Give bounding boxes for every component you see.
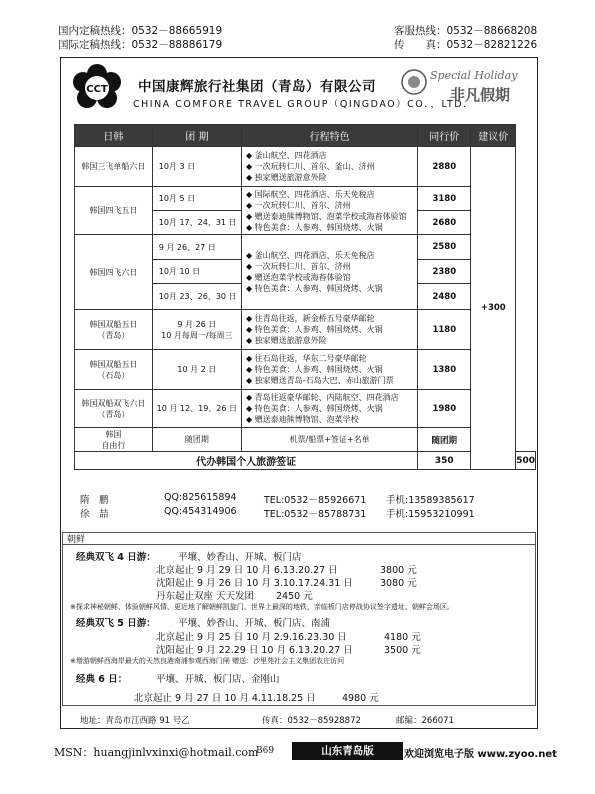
tour6-price: 4980 元 — [342, 693, 379, 704]
peer-price: 1380 — [418, 350, 471, 390]
svg-text:非凡假期: 非凡假期 — [450, 86, 511, 104]
north-korea-section-header: 朝鲜 — [62, 532, 536, 544]
tour-period: 随团期 — [152, 428, 241, 452]
table-row — [75, 187, 536, 211]
peer-price: 2580 — [418, 235, 471, 260]
table-row — [75, 390, 536, 428]
postcode: 邮编：266071 — [396, 716, 454, 726]
tour5-price: 3500 元 — [384, 645, 421, 656]
cct-logo-icon — [66, 62, 128, 112]
contact-name: 隋 鹏 — [80, 495, 109, 506]
service-hotline: 客服热线：0532－88668208 — [394, 25, 538, 37]
peer-price: 2380 — [418, 260, 471, 284]
tour-period: 9 月 26 日 10 月每周一/每周三 — [152, 310, 241, 350]
tour4-route: 平壤、妙香山、开城、板门店 — [178, 552, 302, 563]
tour5-line: 沈阳起止 9 月 22.29 日 10 月 6.13.20.27 日 — [156, 645, 353, 656]
suggest-price: +300 — [471, 147, 516, 470]
visa-suggest-price: 500 — [516, 452, 536, 470]
visa-label: 代办韩国个人旅游签证 — [75, 452, 418, 470]
route-name: 韩国四飞六日 — [75, 235, 153, 310]
tour-features: ◆ 国际航空、四花酒店、乐天免税店 ◆ 一次玩转仁川、首尔、济州 ◆ 赠送泰迪熊博物馆、泡菜学校或海苔体验馆 ◆ 特色美食：人参鸡、韩国烧烤、火锅 — [241, 187, 417, 235]
address: 地址：青岛市江西路 91 号乙 — [80, 716, 190, 726]
tour6-line: 北京起止 9 月 27 日 10 月 4.11.18.25 日 — [134, 693, 316, 704]
page-number: B69 — [256, 746, 275, 756]
table-row — [75, 310, 536, 350]
tour-period: 10月 5 日 — [152, 187, 241, 211]
peer-price: 随团期 — [418, 428, 471, 452]
tour-period: 10月 10 日 — [152, 260, 241, 284]
tour-period: 10 月 2 日 — [152, 350, 241, 390]
tour6-title: 经典 6 日： — [76, 674, 128, 685]
contact-name: 徐 喆 — [80, 509, 109, 520]
header-destination: 日韩 — [75, 125, 153, 147]
contact-qq: QQ:454314906 — [164, 506, 237, 517]
site-link[interactable]: 欢迎浏览电子版 www.zyoo.net — [404, 749, 557, 760]
svg-text:Special Holiday: Special Holiday — [430, 69, 518, 82]
tour5-price: 4180 元 — [384, 632, 421, 643]
company-name-en: CHINA COMFORE TRAVEL GROUP（QINGDAO）CO．，LTD． — [133, 99, 475, 110]
footer-fax: 传真：0532－85928872 — [262, 716, 361, 726]
tour4-title: 经典双飞 4 日游： — [76, 552, 156, 563]
tour4-price: 3800 元 — [380, 565, 417, 576]
route-name: 韩国双船双飞六日 （青岛） — [75, 390, 153, 428]
table-header-row — [75, 125, 536, 147]
header-suggest-price: 建议价 — [471, 125, 516, 147]
tour4-line: 丹东起止双座 天天发团 — [156, 591, 255, 602]
msn-contact: MSN：huangjinlvxinxi@hotmail.com — [54, 746, 259, 759]
tour5-route: 平壤、妙香山、开城、板门店、南浦 — [178, 618, 331, 629]
peer-price: 2880 — [418, 147, 471, 187]
domestic-hotline: 国内定稿热线：0532－88665919 — [58, 25, 223, 37]
tour-features: 机票/船票+签证+名单 — [241, 428, 417, 452]
svg-text:CCT: CCT — [86, 84, 108, 95]
tour-period: 9 月 26、27 日 — [152, 235, 241, 260]
tour4-price: 2450 元 — [276, 591, 313, 602]
tour-features: ◆ 釜山航空、四花酒店 ◆ 一次玩转仁川、首尔、釜山、济州 ◆ 独家赠送旅游意外险 — [241, 147, 417, 187]
visa-row — [75, 452, 536, 470]
route-name: 韩国双船五日 （青岛） — [75, 310, 153, 350]
peer-price: 1980 — [418, 390, 471, 428]
table-row — [75, 350, 536, 390]
visa-peer-price: 350 — [418, 452, 471, 470]
fax-line: 传 真：0532－82821226 — [394, 39, 538, 51]
header-peer-price: 同行价 — [418, 125, 471, 147]
contact-tel: TEL:0532－85788731 — [264, 509, 367, 520]
intl-hotline: 国际定稿热线：0532－88886179 — [58, 39, 223, 51]
peer-price: 1180 — [418, 310, 471, 350]
contact-tel: TEL:0532－85926671 — [264, 495, 367, 506]
contact-mobile: 手机:15953210991 — [386, 509, 475, 520]
table-row — [75, 235, 536, 260]
tour4-line: 北京起止 9 月 29 日 10 月 6.13.20.27 日 — [156, 565, 338, 576]
tour-period: 10月 17、24、31 日 — [152, 211, 241, 235]
route-name: 韩国四飞五日 — [75, 187, 153, 235]
tour-period: 10月 23、26、30 日 — [152, 284, 241, 310]
tour-features: ◆ 青岛往返豪华邮轮、内陆航空、四花酒店 ◆ 特色美食：人参鸡、韩国烧烤、火锅 ◆ 赠送泰迪熊博物馆、泡菜学校 — [241, 390, 417, 428]
tour-features: ◆ 往石岛往返，华东二号豪华邮轮 ◆ 特色美食：人参鸡、韩国烧烤、火锅 ◆ 独家赠送青岛-石岛大巴、赤山旅游门票 — [241, 350, 417, 390]
table-row — [75, 428, 536, 452]
table-row — [75, 147, 536, 187]
route-name: 韩国三飞单船六日 — [75, 147, 153, 187]
header-features: 行程特色 — [241, 125, 417, 147]
special-holiday-logo — [400, 64, 530, 108]
header-period: 团 期 — [152, 125, 241, 147]
route-name: 韩国双船五日 （石岛） — [75, 350, 153, 390]
tour-period: 10 月 12、19、26 日 — [152, 390, 241, 428]
contact-qq: QQ:825615894 — [164, 492, 237, 503]
tour-features: ◆ 往青岛往返，新金桥五号豪华邮轮 ◆ 特色美食：人参鸡、韩国烧烤、火锅 ◆ 独家赠送旅游意外险 — [241, 310, 417, 350]
route-name: 韩国 自由行 — [75, 428, 153, 452]
peer-price: 2680 — [418, 211, 471, 235]
edition-brand: 山东青岛版 — [292, 742, 403, 760]
tour4-price: 3080 元 — [380, 578, 417, 589]
company-name-cn: 中国康辉旅行社集团（青岛）有限公司 — [138, 79, 376, 95]
peer-price: 2480 — [418, 284, 471, 310]
contact-mobile: 手机:13589385617 — [386, 495, 475, 506]
tour5-title: 经典双飞 5 日游： — [76, 618, 156, 629]
tour-features: ◆ 釜山航空、四花酒店、乐天免税店 ◆ 一次玩转仁川、首尔、济州 ◆ 赠送泡菜学校或海苔体验馆 ◆ 特色美食：人参鸡、韩国烧烤、火锅 — [241, 235, 417, 310]
korea-tour-table — [74, 124, 536, 470]
tour5-line: 北京起止 9 月 25 日 10 月 2.9.16.23.30 日 — [156, 632, 347, 643]
tour5-note: ※增游朝鲜西海岸最大的天然良港南浦参观西海门闸 赠送：沙里苑社会主义集团农庄访问 — [70, 657, 345, 665]
tour4-note: ※探求神秘朝鲜、体验朝鲜风情、更近地了解朝鲜凯旋门、世界上最深的地铁，亲临板门店停战协议签字遗址、朝鲜会场区。 — [70, 603, 454, 611]
tour4-line: 沈阳起止 9 月 26 日 10 月 3.10.17.24.31 日 — [156, 578, 353, 589]
tour6-route: 平壤、开城、板门店、金刚山 — [156, 674, 280, 685]
tour-period: 10月 3 日 — [152, 147, 241, 187]
peer-price: 3180 — [418, 187, 471, 211]
